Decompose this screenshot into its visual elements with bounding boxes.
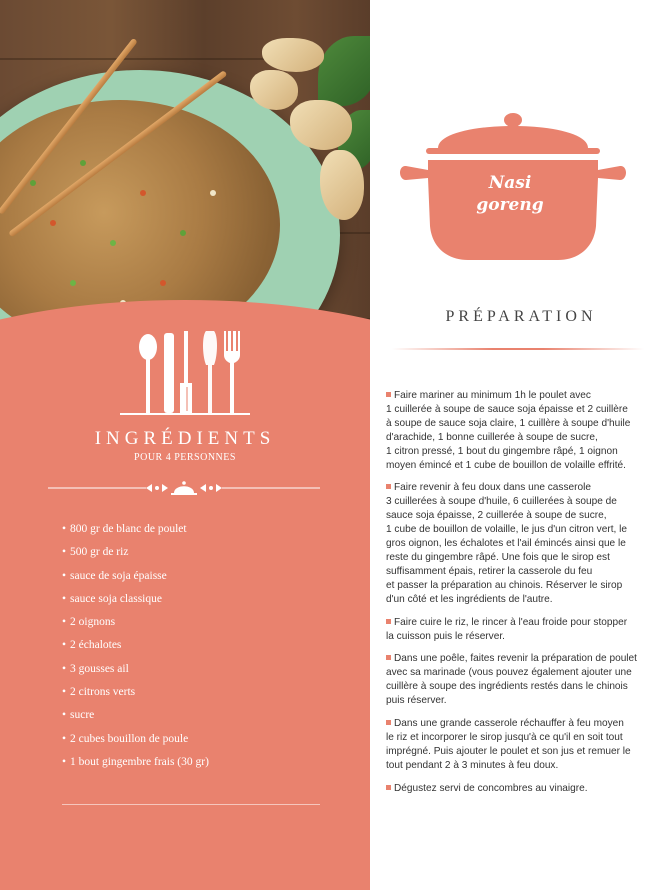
ingredient-item: • 500 gr de riz (62, 546, 129, 559)
ingredient-item: • sucre (62, 709, 95, 722)
step-line: 1 cube de bouillon de volaille, le jus d'un citron vert, le (386, 524, 627, 536)
step-line: Faire cuire le riz, le rincer à l'eau froide pour stopper (386, 616, 662, 630)
cloche-divider-icon (48, 478, 320, 498)
square-bullet-icon (386, 720, 391, 725)
ingredient-item: • 800 gr de blanc de poulet (62, 523, 187, 535)
scallion (80, 160, 86, 166)
ingredients-subtitle: POUR 4 PERSONNES (134, 452, 236, 463)
step-line: sauce soja épaisse, 2 cuillerée à soupe de sucre, (386, 510, 607, 522)
scallion (30, 180, 36, 186)
ingredient-item: • sauce de soja épaisse (62, 569, 167, 582)
ingredient-item: • sauce soja classique (62, 592, 162, 605)
step-line: reste du gingembre râpé. Une fois que le sirop est (386, 551, 610, 563)
ingredient-item: • 2 citrons verts (62, 686, 136, 699)
square-bullet-icon (386, 484, 391, 489)
ingredients-list (62, 518, 209, 774)
square-bullet-icon (386, 785, 391, 790)
preparation-step (386, 717, 662, 773)
leaf (318, 36, 370, 106)
step-line: d'un côté et les ingrédients de l'autre. (386, 593, 553, 605)
step-line: Faire revenir à feu doux dans une casserole (386, 481, 662, 495)
carrot (50, 220, 56, 226)
dish-title-line: Nasi (488, 173, 532, 193)
step-line: gros oignon, les échalotes et l'ail émincés ainsi que le (386, 538, 626, 550)
ingredient-item: • 2 oignons (62, 616, 116, 629)
step-line: 3 cuillerées à soupe d'huile, 6 cuillerées à soupe de (386, 496, 617, 508)
preparation-step (386, 616, 662, 644)
ginger-root (320, 150, 364, 220)
step-line: imprégné. Puis ajouter le poulet et son jus et remuer le (386, 745, 631, 757)
step-line: tout pendant 2 à 3 minutes à feu doux. (386, 759, 559, 771)
step-line: avec sa marinade (vous pouvez également ajouter une (386, 667, 632, 679)
divider (392, 348, 644, 350)
step-line: cuillère à soupe des ingrédients restés dans le chinois (386, 681, 628, 693)
step-line: 1 cuillerée à soupe de sauce soja épaisse et 2 cuillère (386, 403, 628, 415)
preparation-step (386, 389, 662, 472)
step-line: le riz et incorporer le sirop jusqu'à ce qu'il en soit tout (386, 731, 623, 743)
step-line: suffisamment épais, retirer la casserole du feu (386, 565, 593, 577)
ingredient-item: • 1 bout gingembre frais (30 gr) (62, 755, 209, 768)
step-line: et passer la préparation au chinois. Réserver le sirop (386, 579, 623, 591)
preparation-step (386, 782, 662, 796)
ingredient-item: • 2 échalotes (62, 639, 122, 652)
square-bullet-icon (386, 619, 391, 624)
scallion (180, 230, 186, 236)
ginger-root (262, 38, 324, 72)
step-line: d'arachide, 1 bonne cuillerée à soupe de sucre, (386, 431, 598, 443)
square-bullet-icon (386, 655, 391, 660)
step-line: Dégustez servi de concombres au vinaigre. (386, 782, 662, 796)
square-bullet-icon (386, 392, 391, 397)
preparation-steps (386, 389, 662, 805)
preparation-step (386, 481, 662, 606)
step-line: à soupe de sauce soja claire, 1 cuillère à soupe d'huile (386, 417, 631, 429)
scallion (70, 280, 76, 286)
step-line: moyen émincé et 1 cube de bouillon de volaille effrité. (386, 459, 626, 471)
divider (62, 804, 320, 805)
step-line: puis réserver. (386, 695, 447, 707)
ingredient-item: • 2 cubes bouillon de poule (62, 732, 189, 745)
step-line: Faire mariner au minimum 1h le poulet avec (386, 389, 662, 403)
step-line: la cuisson puis le réserver. (386, 630, 505, 642)
chicken-piece (210, 190, 216, 196)
step-line: Dans une poêle, faites revenir la préparation de poulet (386, 652, 662, 666)
ingredients-title: INGRÉDIENTS (94, 428, 276, 449)
scallion (110, 240, 116, 246)
right-panel (370, 0, 672, 890)
step-line: Dans une grande casserole réchauffer à feu moyen (386, 717, 662, 731)
ingredient-item: • 3 gousses ail (62, 662, 129, 675)
preparation-step (386, 652, 662, 708)
carrot (160, 280, 166, 286)
preparation-title: PRÉPARATION (445, 308, 597, 325)
dish-title-line: goreng (476, 195, 544, 215)
step-line: 1 citron pressé, 1 bout du gingembre râpé, 1 oignon (386, 445, 618, 457)
carrot (140, 190, 146, 196)
kitchen-utensils-icon (120, 325, 250, 420)
dish-title (410, 172, 610, 216)
